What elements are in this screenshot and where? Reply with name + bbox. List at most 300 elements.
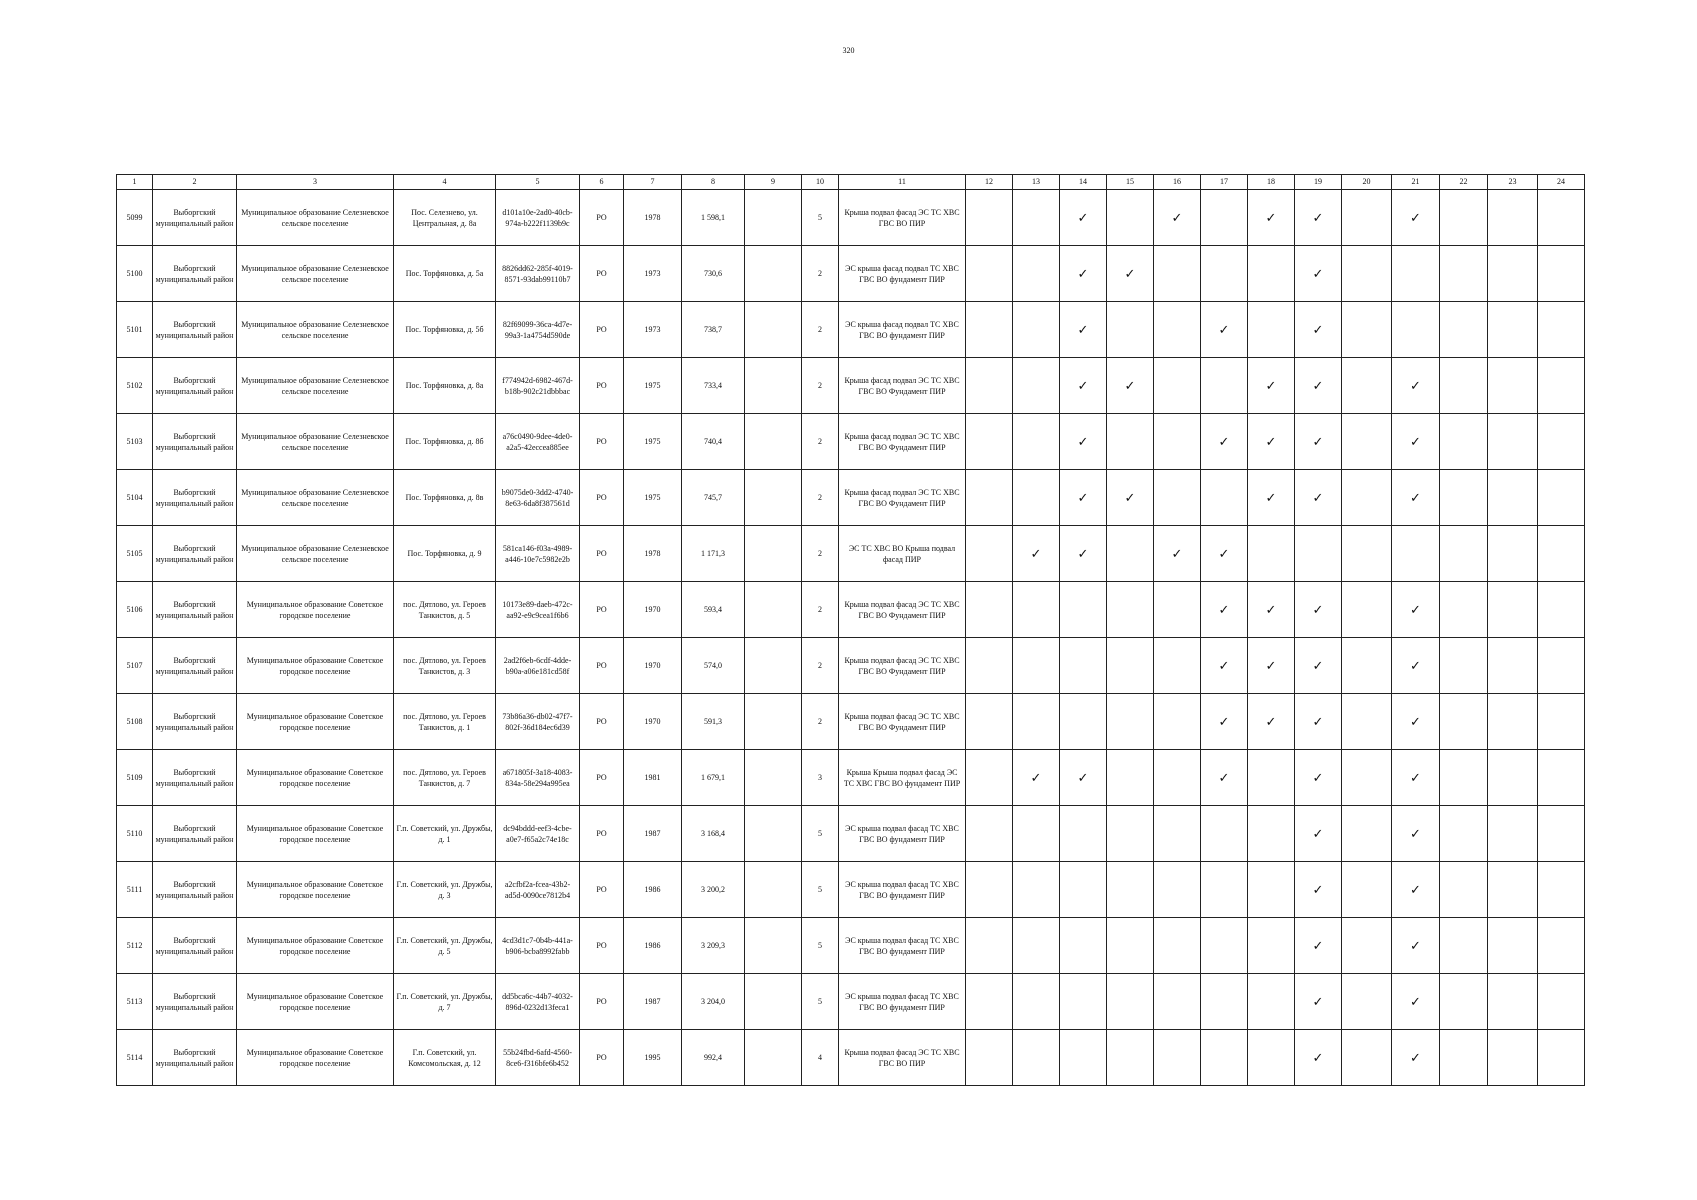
cell-col-24 <box>1538 470 1585 526</box>
cell-floors: 2 <box>802 582 839 638</box>
cell-col-19 <box>1295 190 1342 246</box>
cell-guid: 10173e89-daeb-472c-aa92-e9c9cea1f6b6 <box>496 582 580 638</box>
cell-col-14 <box>1060 638 1107 694</box>
cell-c9 <box>745 638 802 694</box>
checkmark-icon: ✓ <box>1171 545 1183 561</box>
cell-id: 5103 <box>117 414 153 470</box>
cell-col-17 <box>1201 862 1248 918</box>
checkmark-icon: ✓ <box>1077 545 1089 561</box>
cell-col-13 <box>1013 694 1060 750</box>
col-header: 17 <box>1201 175 1248 190</box>
cell-col-14 <box>1060 750 1107 806</box>
cell-works: ЭС крыша подвал фасад ТС ХВС ГВС ВО фундамент ПИР <box>839 918 966 974</box>
cell-floors: 2 <box>802 302 839 358</box>
table-row <box>117 246 1585 302</box>
table-body <box>117 190 1585 1086</box>
cell-id: 5108 <box>117 694 153 750</box>
cell-col-19 <box>1295 470 1342 526</box>
cell-col-18 <box>1248 918 1295 974</box>
cell-col-19 <box>1295 862 1342 918</box>
cell-address: Г.п. Советский, ул. Дружбы, д. 5 <box>394 918 496 974</box>
cell-col-15 <box>1107 638 1154 694</box>
cell-col-24 <box>1538 358 1585 414</box>
cell-col-15 <box>1107 302 1154 358</box>
cell-col-22 <box>1440 974 1488 1030</box>
cell-col-15 <box>1107 246 1154 302</box>
cell-col-12 <box>966 1030 1013 1086</box>
cell-col-20 <box>1342 806 1392 862</box>
cell-floors: 2 <box>802 470 839 526</box>
cell-col-24 <box>1538 974 1585 1030</box>
checkmark-icon: ✓ <box>1312 265 1324 281</box>
cell-type: РО <box>580 918 624 974</box>
cell-area: 3 200,2 <box>682 862 745 918</box>
checkmark-icon: ✓ <box>1218 545 1230 561</box>
cell-col-22 <box>1440 806 1488 862</box>
cell-col-13 <box>1013 302 1060 358</box>
cell-col-22 <box>1440 246 1488 302</box>
cell-col-17 <box>1201 526 1248 582</box>
cell-works: ЭС крыша подвал фасад ТС ХВС ГВС ВО фундамент ПИР <box>839 974 966 1030</box>
cell-col-21 <box>1392 526 1440 582</box>
cell-col-23 <box>1488 806 1538 862</box>
cell-col-18 <box>1248 246 1295 302</box>
cell-municipality: Муниципальное образование Советское городское поселение <box>237 694 394 750</box>
cell-col-17 <box>1201 414 1248 470</box>
cell-col-24 <box>1538 302 1585 358</box>
cell-col-23 <box>1488 974 1538 1030</box>
cell-works: Крыша фасад подвал ЭС ТС ХВС ГВС ВО Фундамент ПИР <box>839 358 966 414</box>
cell-area: 738,7 <box>682 302 745 358</box>
cell-type: РО <box>580 582 624 638</box>
cell-col-16 <box>1154 414 1201 470</box>
cell-col-23 <box>1488 1030 1538 1086</box>
cell-works: ЭС крыша подвал фасад ТС ХВС ГВС ВО фундамент ПИР <box>839 806 966 862</box>
cell-col-16 <box>1154 918 1201 974</box>
cell-guid: a2cfbf2a-fcea-43b2-ad5d-0090ce7812b4 <box>496 862 580 918</box>
cell-floors: 2 <box>802 638 839 694</box>
cell-col-14 <box>1060 526 1107 582</box>
cell-floors: 3 <box>802 750 839 806</box>
cell-municipality: Муниципальное образование Селезневское сельское поселение <box>237 246 394 302</box>
checkmark-icon: ✓ <box>1171 209 1183 225</box>
cell-address: Пос. Торфяновка, д. 8в <box>394 470 496 526</box>
cell-area: 3 204,0 <box>682 974 745 1030</box>
checkmark-icon: ✓ <box>1312 1049 1324 1065</box>
checkmark-icon: ✓ <box>1312 489 1324 505</box>
cell-year: 1978 <box>624 526 682 582</box>
cell-guid: a671805f-3a18-4083-834a-58e294a995ea <box>496 750 580 806</box>
checkmark-icon: ✓ <box>1265 489 1277 505</box>
cell-id: 5101 <box>117 302 153 358</box>
checkmark-icon: ✓ <box>1030 769 1042 785</box>
col-header: 23 <box>1488 175 1538 190</box>
cell-col-18 <box>1248 414 1295 470</box>
cell-address: Пос. Торфяновка, д. 9 <box>394 526 496 582</box>
col-header: 24 <box>1538 175 1585 190</box>
cell-address: Пос. Торфяновка, д. 8а <box>394 358 496 414</box>
checkmark-icon: ✓ <box>1410 713 1421 729</box>
cell-works: Крыша подвал фасад ЭС ТС ХВС ГВС ВО ПИР <box>839 1030 966 1086</box>
cell-col-24 <box>1538 190 1585 246</box>
cell-municipality: Муниципальное образование Советское городское поселение <box>237 918 394 974</box>
table-row <box>117 974 1585 1030</box>
cell-col-20 <box>1342 358 1392 414</box>
cell-col-18 <box>1248 358 1295 414</box>
cell-col-20 <box>1342 862 1392 918</box>
cell-works: ЭС крыша фасад подвал ТС ХВС ГВС ВО фундамент ПИР <box>839 246 966 302</box>
housing-repair-table <box>116 174 1585 1086</box>
checkmark-icon: ✓ <box>1077 209 1089 225</box>
cell-col-23 <box>1488 582 1538 638</box>
cell-col-16 <box>1154 302 1201 358</box>
cell-address: Г.п. Советский, ул. Дружбы, д. 3 <box>394 862 496 918</box>
cell-col-23 <box>1488 414 1538 470</box>
cell-col-22 <box>1440 1030 1488 1086</box>
cell-col-22 <box>1440 470 1488 526</box>
cell-col-23 <box>1488 918 1538 974</box>
cell-c9 <box>745 358 802 414</box>
cell-col-13 <box>1013 246 1060 302</box>
cell-municipality: Муниципальное образование Советское городское поселение <box>237 806 394 862</box>
cell-type: РО <box>580 638 624 694</box>
cell-col-15 <box>1107 582 1154 638</box>
cell-year: 1970 <box>624 694 682 750</box>
cell-col-20 <box>1342 470 1392 526</box>
cell-area: 593,4 <box>682 582 745 638</box>
cell-address: Пос. Торфяновка, д. 5б <box>394 302 496 358</box>
cell-address: Пос. Торфяновка, д. 8б <box>394 414 496 470</box>
cell-col-14 <box>1060 974 1107 1030</box>
checkmark-icon: ✓ <box>1218 433 1230 449</box>
col-header: 1 <box>117 175 153 190</box>
cell-col-22 <box>1440 190 1488 246</box>
cell-col-18 <box>1248 1030 1295 1086</box>
cell-col-15 <box>1107 1030 1154 1086</box>
cell-year: 1973 <box>624 302 682 358</box>
cell-works: ЭС ТС ХВС ВО Крыша подвал фасад ПИР <box>839 526 966 582</box>
cell-col-18 <box>1248 694 1295 750</box>
cell-col-19 <box>1295 526 1342 582</box>
checkmark-icon: ✓ <box>1265 657 1277 673</box>
cell-col-20 <box>1342 974 1392 1030</box>
checkmark-icon: ✓ <box>1410 937 1421 953</box>
cell-col-19 <box>1295 694 1342 750</box>
col-header: 22 <box>1440 175 1488 190</box>
cell-works: Крыша подвал фасад ЭС ТС ХВС ГВС ВО Фундамент ПИР <box>839 694 966 750</box>
col-header: 20 <box>1342 175 1392 190</box>
cell-col-12 <box>966 414 1013 470</box>
cell-year: 1987 <box>624 974 682 1030</box>
cell-district: Выборгский муниципальный район <box>153 358 237 414</box>
checkmark-icon: ✓ <box>1410 433 1421 449</box>
cell-col-14 <box>1060 470 1107 526</box>
cell-col-24 <box>1538 526 1585 582</box>
table-row <box>117 582 1585 638</box>
cell-col-13 <box>1013 862 1060 918</box>
cell-id: 5099 <box>117 190 153 246</box>
cell-col-16 <box>1154 358 1201 414</box>
cell-col-17 <box>1201 750 1248 806</box>
cell-type: РО <box>580 190 624 246</box>
cell-col-22 <box>1440 862 1488 918</box>
checkmark-icon: ✓ <box>1312 881 1324 897</box>
cell-municipality: Муниципальное образование Советское городское поселение <box>237 638 394 694</box>
cell-col-21 <box>1392 918 1440 974</box>
cell-works: ЭС крыша подвал фасад ТС ХВС ГВС ВО фундамент ПИР <box>839 862 966 918</box>
cell-col-14 <box>1060 1030 1107 1086</box>
cell-col-18 <box>1248 302 1295 358</box>
table-row <box>117 862 1585 918</box>
cell-col-16 <box>1154 190 1201 246</box>
cell-col-15 <box>1107 750 1154 806</box>
cell-floors: 2 <box>802 358 839 414</box>
cell-col-17 <box>1201 694 1248 750</box>
cell-col-15 <box>1107 806 1154 862</box>
checkmark-icon: ✓ <box>1265 377 1277 393</box>
cell-col-20 <box>1342 414 1392 470</box>
cell-col-24 <box>1538 750 1585 806</box>
cell-id: 5106 <box>117 582 153 638</box>
cell-col-12 <box>966 302 1013 358</box>
cell-col-21 <box>1392 750 1440 806</box>
cell-c9 <box>745 974 802 1030</box>
cell-area: 1 679,1 <box>682 750 745 806</box>
cell-year: 1986 <box>624 918 682 974</box>
cell-col-17 <box>1201 582 1248 638</box>
checkmark-icon: ✓ <box>1124 489 1136 505</box>
cell-col-21 <box>1392 246 1440 302</box>
cell-col-19 <box>1295 302 1342 358</box>
cell-col-12 <box>966 694 1013 750</box>
cell-works: Крыша фасад подвал ЭС ТС ХВС ГВС ВО Фундамент ПИР <box>839 470 966 526</box>
cell-col-12 <box>966 862 1013 918</box>
cell-address: пос. Дятлово, ул. Героев Танкистов, д. 1 <box>394 694 496 750</box>
cell-address: пос. Дятлово, ул. Героев Танкистов, д. 5 <box>394 582 496 638</box>
table-row <box>117 1030 1585 1086</box>
checkmark-icon: ✓ <box>1312 993 1324 1009</box>
cell-col-20 <box>1342 638 1392 694</box>
table-row <box>117 526 1585 582</box>
table-row <box>117 918 1585 974</box>
cell-id: 5114 <box>117 1030 153 1086</box>
cell-floors: 2 <box>802 526 839 582</box>
cell-guid: 4cd3d1c7-0b4b-441a-b906-bcba8992fabb <box>496 918 580 974</box>
cell-col-17 <box>1201 190 1248 246</box>
cell-col-13 <box>1013 750 1060 806</box>
cell-c9 <box>745 806 802 862</box>
cell-col-18 <box>1248 806 1295 862</box>
cell-col-12 <box>966 470 1013 526</box>
cell-col-12 <box>966 750 1013 806</box>
cell-col-22 <box>1440 358 1488 414</box>
cell-col-14 <box>1060 414 1107 470</box>
cell-municipality: Муниципальное образование Селезневское сельское поселение <box>237 302 394 358</box>
checkmark-icon: ✓ <box>1312 825 1324 841</box>
cell-floors: 4 <box>802 1030 839 1086</box>
cell-col-23 <box>1488 246 1538 302</box>
cell-district: Выборгский муниципальный район <box>153 190 237 246</box>
cell-col-14 <box>1060 918 1107 974</box>
cell-col-24 <box>1538 694 1585 750</box>
table-row <box>117 190 1585 246</box>
cell-guid: 2ad2f6eb-6cdf-4dde-b90a-a06e181cd58f <box>496 638 580 694</box>
cell-c9 <box>745 862 802 918</box>
cell-col-17 <box>1201 638 1248 694</box>
cell-district: Выборгский муниципальный район <box>153 806 237 862</box>
cell-col-15 <box>1107 414 1154 470</box>
cell-floors: 5 <box>802 918 839 974</box>
checkmark-icon: ✓ <box>1124 265 1136 281</box>
cell-year: 1970 <box>624 638 682 694</box>
cell-c9 <box>745 302 802 358</box>
cell-col-20 <box>1342 190 1392 246</box>
cell-type: РО <box>580 806 624 862</box>
cell-col-24 <box>1538 414 1585 470</box>
cell-col-19 <box>1295 246 1342 302</box>
cell-id: 5105 <box>117 526 153 582</box>
col-header: 12 <box>966 175 1013 190</box>
cell-col-22 <box>1440 302 1488 358</box>
col-header: 10 <box>802 175 839 190</box>
checkmark-icon: ✓ <box>1077 769 1089 785</box>
cell-col-20 <box>1342 582 1392 638</box>
col-header: 15 <box>1107 175 1154 190</box>
cell-area: 3 209,3 <box>682 918 745 974</box>
cell-district: Выборгский муниципальный район <box>153 246 237 302</box>
cell-municipality: Муниципальное образование Селезневское сельское поселение <box>237 470 394 526</box>
cell-district: Выборгский муниципальный район <box>153 582 237 638</box>
cell-district: Выборгский муниципальный район <box>153 918 237 974</box>
cell-c9 <box>745 526 802 582</box>
checkmark-icon: ✓ <box>1218 601 1230 617</box>
cell-col-16 <box>1154 694 1201 750</box>
cell-municipality: Муниципальное образование Советское городское поселение <box>237 862 394 918</box>
cell-col-20 <box>1342 302 1392 358</box>
cell-col-17 <box>1201 974 1248 1030</box>
cell-works: Крыша подвал фасад ЭС ТС ХВС ГВС ВО Фундамент ПИР <box>839 638 966 694</box>
checkmark-icon: ✓ <box>1312 377 1324 393</box>
col-header: 11 <box>839 175 966 190</box>
cell-col-13 <box>1013 470 1060 526</box>
col-header: 14 <box>1060 175 1107 190</box>
cell-c9 <box>745 582 802 638</box>
col-header: 19 <box>1295 175 1342 190</box>
cell-col-21 <box>1392 694 1440 750</box>
cell-col-20 <box>1342 1030 1392 1086</box>
cell-c9 <box>745 190 802 246</box>
cell-col-23 <box>1488 358 1538 414</box>
cell-district: Выборгский муниципальный район <box>153 862 237 918</box>
cell-c9 <box>745 414 802 470</box>
cell-year: 1987 <box>624 806 682 862</box>
cell-col-17 <box>1201 358 1248 414</box>
cell-col-14 <box>1060 190 1107 246</box>
cell-col-12 <box>966 526 1013 582</box>
cell-col-19 <box>1295 638 1342 694</box>
cell-col-19 <box>1295 582 1342 638</box>
cell-col-14 <box>1060 246 1107 302</box>
cell-col-18 <box>1248 974 1295 1030</box>
cell-guid: a76c0490-9dee-4de0-a2a5-42eccea885ee <box>496 414 580 470</box>
cell-col-21 <box>1392 974 1440 1030</box>
checkmark-icon: ✓ <box>1410 601 1421 617</box>
cell-guid: dc94bddd-eef3-4cbe-a0e7-f65a2c74e18c <box>496 806 580 862</box>
checkmark-icon: ✓ <box>1410 993 1421 1009</box>
cell-municipality: Муниципальное образование Советское городское поселение <box>237 974 394 1030</box>
cell-col-14 <box>1060 582 1107 638</box>
cell-col-21 <box>1392 582 1440 638</box>
cell-col-12 <box>966 358 1013 414</box>
cell-col-15 <box>1107 190 1154 246</box>
checkmark-icon: ✓ <box>1312 433 1324 449</box>
cell-municipality: Муниципальное образование Селезневское сельское поселение <box>237 190 394 246</box>
cell-col-23 <box>1488 694 1538 750</box>
cell-col-16 <box>1154 1030 1201 1086</box>
cell-district: Выборгский муниципальный район <box>153 1030 237 1086</box>
col-header: 3 <box>237 175 394 190</box>
cell-type: РО <box>580 302 624 358</box>
checkmark-icon: ✓ <box>1312 713 1324 729</box>
cell-col-16 <box>1154 974 1201 1030</box>
cell-col-24 <box>1538 582 1585 638</box>
cell-municipality: Муниципальное образование Селезневское сельское поселение <box>237 414 394 470</box>
cell-c9 <box>745 918 802 974</box>
cell-col-13 <box>1013 358 1060 414</box>
cell-col-24 <box>1538 806 1585 862</box>
cell-col-18 <box>1248 526 1295 582</box>
cell-year: 1975 <box>624 358 682 414</box>
cell-guid: 73b86a36-db02-47f7-802f-36d184ec6d39 <box>496 694 580 750</box>
cell-col-19 <box>1295 806 1342 862</box>
cell-district: Выборгский муниципальный район <box>153 470 237 526</box>
cell-col-17 <box>1201 470 1248 526</box>
cell-col-20 <box>1342 694 1392 750</box>
cell-year: 1978 <box>624 190 682 246</box>
cell-col-14 <box>1060 806 1107 862</box>
checkmark-icon: ✓ <box>1410 1049 1421 1065</box>
cell-col-12 <box>966 246 1013 302</box>
table-row <box>117 806 1585 862</box>
cell-district: Выборгский муниципальный район <box>153 974 237 1030</box>
cell-year: 1970 <box>624 582 682 638</box>
cell-district: Выборгский муниципальный район <box>153 526 237 582</box>
cell-col-16 <box>1154 638 1201 694</box>
cell-col-23 <box>1488 302 1538 358</box>
cell-year: 1975 <box>624 414 682 470</box>
table-row <box>117 638 1585 694</box>
table-row <box>117 358 1585 414</box>
cell-col-12 <box>966 806 1013 862</box>
cell-col-21 <box>1392 358 1440 414</box>
cell-id: 5102 <box>117 358 153 414</box>
cell-col-20 <box>1342 918 1392 974</box>
cell-col-13 <box>1013 190 1060 246</box>
col-header: 5 <box>496 175 580 190</box>
cell-col-16 <box>1154 862 1201 918</box>
cell-year: 1995 <box>624 1030 682 1086</box>
cell-municipality: Муниципальное образование Селезневское сельское поселение <box>237 526 394 582</box>
col-header: 7 <box>624 175 682 190</box>
cell-col-12 <box>966 974 1013 1030</box>
col-header: 2 <box>153 175 237 190</box>
cell-col-23 <box>1488 526 1538 582</box>
cell-col-17 <box>1201 806 1248 862</box>
cell-col-19 <box>1295 974 1342 1030</box>
cell-col-15 <box>1107 358 1154 414</box>
col-header: 18 <box>1248 175 1295 190</box>
checkmark-icon: ✓ <box>1265 713 1277 729</box>
